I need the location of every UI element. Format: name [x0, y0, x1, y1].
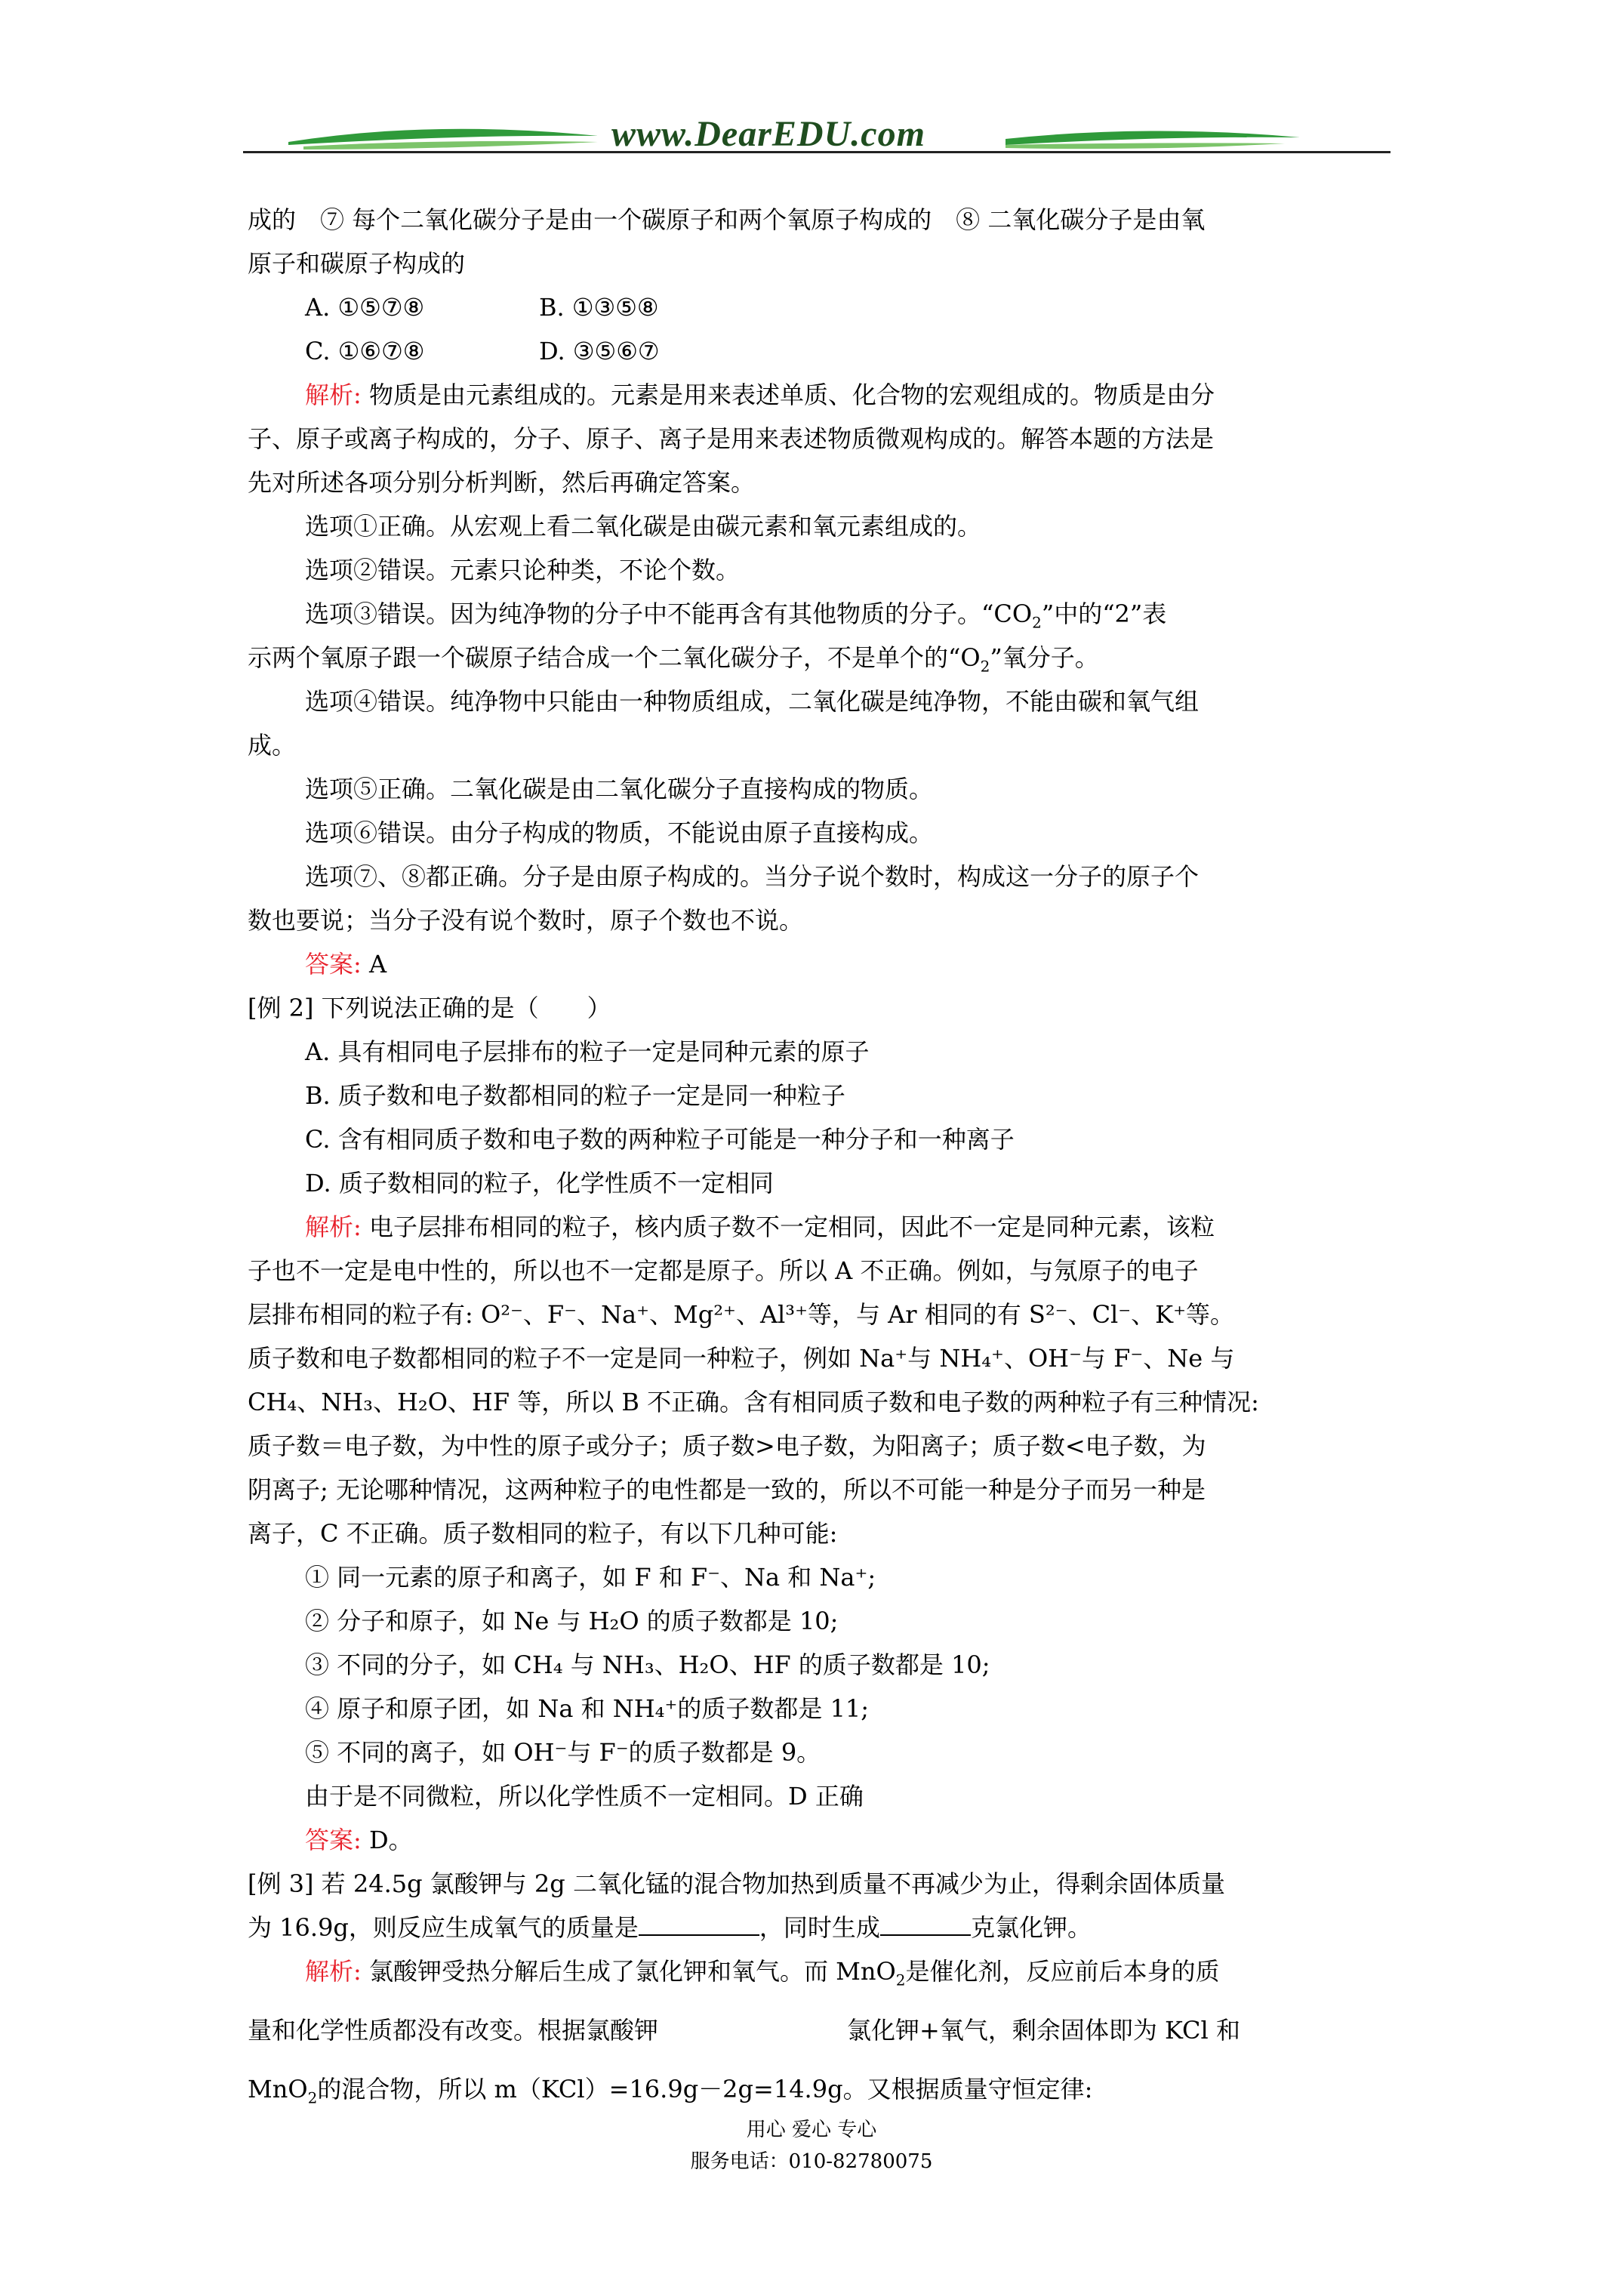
footer-slogan: 用心 爱心 专心: [746, 2119, 877, 2141]
text-line: 子也不一定是电中性的，所以也不一定都是原子。所以 A 不正确。例如，与氖原子的电子: [248, 1256, 1199, 1285]
analysis-label: 解析:: [305, 381, 362, 409]
analysis-para: 解析: 氯酸钾受热分解后生成了氯化钾和氧气。而 MnO$_2$是催化剂，反应前后本身的质: [305, 1957, 1220, 1989]
example-3-title: [例 3] 若 24.5g 氯酸钾与 2g 二氧化锰的混合物加热到质量不再减少为止，得剩余固体质量: [248, 1869, 1225, 1898]
text-line: 子、原子或离子构成的，分子、原子、离子是用来表述物质微观构成的。解答本题的方法是: [248, 424, 1215, 453]
text-line: 质子数和电子数都相同的粒子不一定是同一种粒子，例如 Na⁺与 NH₄⁺、OH⁻与 F⁻、Ne 与: [248, 1344, 1235, 1373]
analysis-para: 解析: 物质是由元素组成的。元素是用来表述单质、化合物的宏观组成的。物质是由分: [305, 381, 1215, 409]
option-row: [248, 285, 1387, 329]
option-c: C. ①⑥⑦⑧: [305, 337, 425, 365]
text-line: 示两个氧原子跟一个碳原子结合成一个二氧化碳分子，不是单个的“$O_2$”氧分子。: [248, 643, 1099, 676]
text-line: 原子和碳原子构成的: [248, 249, 466, 278]
text-line: 成。: [248, 731, 297, 760]
text-line: MnO$_2$的混合物，所以 m（KCl）=16.9g－2g=14.9g。又根据质量守恒定律:: [248, 2075, 1093, 2107]
text-line: 由于是不同微粒，所以化学性质不一定相同。D 正确: [305, 1782, 864, 1811]
option-d: D. 质子数相同的粒子，化学性质不一定相同: [305, 1169, 774, 1197]
list-item: ① 同一元素的原子和离子，如 F 和 F⁻、Na 和 Na⁺;: [305, 1563, 876, 1592]
list-item: ⑤ 不同的离子，如 OH⁻与 F⁻的质子数都是 9。: [305, 1738, 821, 1767]
answer-line: 答案: A: [305, 950, 387, 978]
fill-blank: [880, 1909, 971, 1936]
text-line: 先对所述各项分别分析判断，然后再确定答案。: [248, 468, 756, 497]
text-line: 选项①正确。从宏观上看二氧化碳是由碳元素和氧元素组成的。: [305, 512, 982, 541]
text-line: 选项②错误。元素只论种类，不论个数。: [305, 556, 741, 584]
text-line: 选项⑥错误。由分子构成的物质，不能说由原子直接构成。: [305, 818, 934, 847]
analysis-para: 解析: 电子层排布相同的粒子，核内质子数不一定相同，因此不一定是同种元素，该粒: [305, 1213, 1215, 1241]
list-item: ④ 原子和原子团，如 Na 和 NH₄⁺的质子数都是 11;: [305, 1694, 870, 1723]
text-line: 量和化学性质都没有改变。根据氯酸钾 氯化钾+氧气，剩余固体即为 KCl 和: [248, 2016, 1240, 2045]
answer-label: 答案:: [305, 950, 362, 978]
text-line: 成的 ⑦ 每个二氧化碳分子是由一个碳原子和两个氧原子构成的 ⑧ 二氧化碳分子是由氧: [248, 205, 1206, 234]
text-line: 选项⑤正确。二氧化碳是由二氧化碳分子直接构成的物质。: [305, 775, 934, 803]
text-line: 选项⑦、⑧都正确。分子是由原子构成的。当分子说个数时，构成这一分子的原子个: [305, 862, 1200, 891]
option-a: A. ①⑤⑦⑧: [305, 293, 425, 322]
header-divider: [243, 151, 1390, 153]
option-c: C. 含有相同质子数和电子数的两种粒子可能是一种分子和一种离子: [305, 1125, 1015, 1154]
text-line: 选项③错误。因为纯净物的分子中不能再含有其他物质的分子。“$CO_2$”中的“2”表: [305, 599, 1167, 632]
text-line: 层排布相同的粒子有: O²⁻、F⁻、Na⁺、Mg²⁺、Al³⁺等，与 Ar 相同的有 S²⁻、Cl⁻、K⁺等。: [248, 1300, 1234, 1329]
option-b: B. 质子数和电子数都相同的粒子一定是同一种粒子: [305, 1081, 845, 1110]
text-line: 为 16.9g，则反应生成氧气的质量是 ，同时生成 克氯化钾。: [248, 1906, 1387, 1949]
example-2-title: [例 2] 下列说法正确的是（ ）: [248, 994, 611, 1022]
text-line: 数也要说；当分子没有说个数时，原子个数也不说。: [248, 906, 804, 935]
text-line: 阴离子; 无论哪种情况，这两种粒子的电性都是一致的，所以不可能一种是分子而另一种是: [248, 1475, 1206, 1504]
footer-phone: 服务电话：010-82780075: [690, 2150, 933, 2173]
text-line: CH₄、NH₃、H₂O、HF 等，所以 B 不正确。含有相同质子数和电子数的两种粒子有三种情况:: [248, 1388, 1259, 1416]
document-body: [248, 198, 1387, 2111]
fill-blank: [639, 1909, 759, 1936]
text-line: 质子数＝电子数，为中性的原子或分子；质子数>电子数，为阳离子；质子数<电子数，为: [248, 1432, 1206, 1460]
list-item: ③ 不同的分子，如 CH₄ 与 NH₃、H₂O、HF 的质子数都是 10;: [305, 1650, 990, 1679]
analysis-label: 解析:: [305, 1957, 362, 1986]
site-logo: www.DearEDU.com: [611, 114, 925, 154]
analysis-label: 解析:: [305, 1213, 362, 1241]
option-d: D. ③⑤⑥⑦: [539, 337, 660, 365]
option-b: B. ①③⑤⑧: [539, 293, 659, 322]
page-footer: [0, 2114, 1623, 2177]
text-line: 选项④错误。纯净物中只能由一种物质组成，二氧化碳是纯净物，不能由碳和氧气组: [305, 687, 1200, 716]
option-a: A. 具有相同电子层排布的粒子一定是同种元素的原子: [305, 1037, 870, 1066]
option-row: [248, 329, 1387, 373]
list-item: ② 分子和原子，如 Ne 与 H₂O 的质子数都是 10;: [305, 1607, 839, 1635]
text-line: 离子，C 不正确。质子数相同的粒子，有以下几种可能:: [248, 1519, 838, 1548]
answer-line: 答案: D。: [305, 1826, 413, 1854]
answer-label: 答案:: [305, 1826, 362, 1854]
